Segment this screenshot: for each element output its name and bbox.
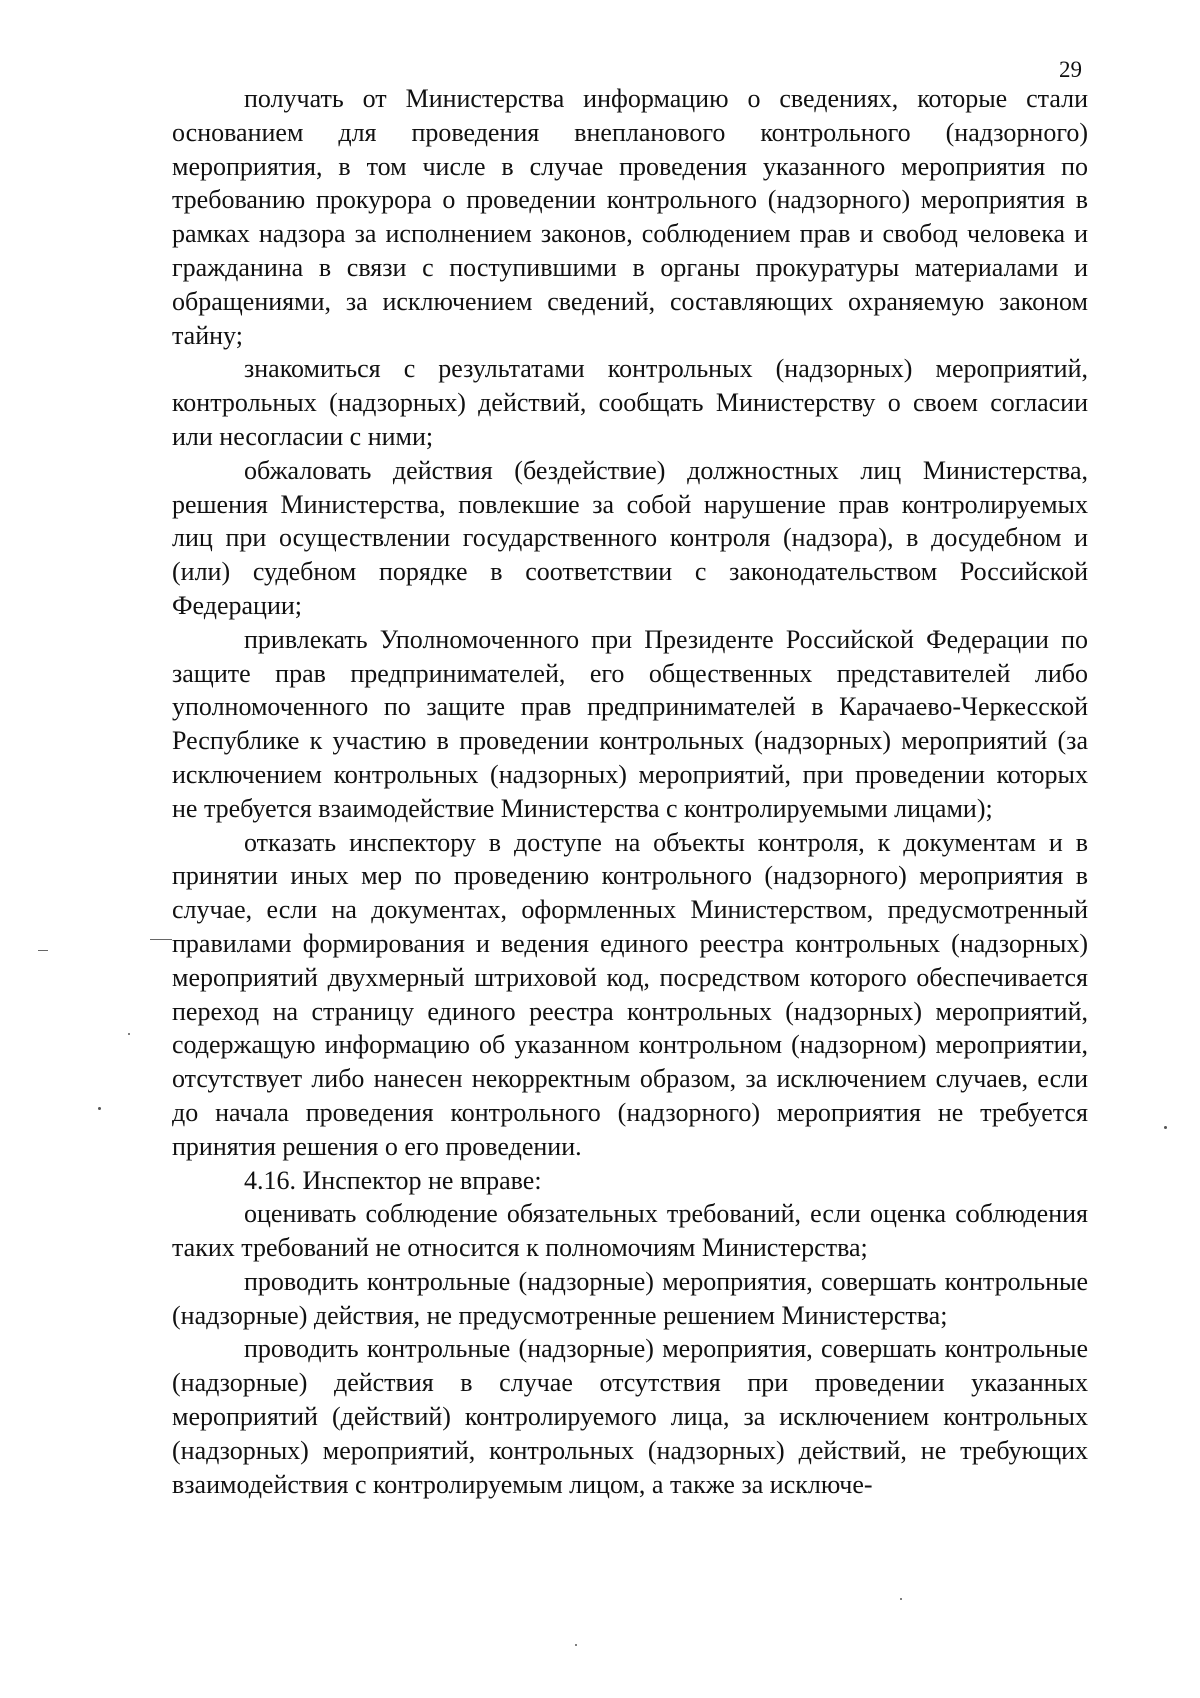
scan-artifact-speck — [575, 1644, 577, 1646]
document-body — [172, 82, 1088, 1501]
scan-artifact-speck — [900, 1598, 902, 1600]
paragraph-appeal-actions: обжаловать действия (бездействие) должностных лиц Министерства, решения Министерства, повлекшие за собой нарушение прав контролируемых лиц при осуществлении государственного контроля (надзора), в досудебном и (или) судебном порядке в соответствии с законодательством Российской Федерации; — [172, 455, 1088, 620]
scan-artifact-line — [38, 950, 48, 951]
paragraph-review-results: знакомиться с результатами контрольных (надзорных) мероприятий, контрольных (надзорных) действий, сообщать Министерству о своем согласии или несогласии с ними; — [172, 354, 1088, 451]
paragraph-assess-requirements: оценивать соблюдение обязательных требований, если оценка соблюдения таких требований не относится к полномочиям Министерства; — [172, 1199, 1088, 1263]
paragraph-refuse-access: отказать инспектору в доступе на объекты контроля, к документам и в принятии иных мер по проведению контрольного (надзорного) мероприятия в случае, если на документах, оформленных Министерством, предусмотренный правилами формирования и ведения единого реестра контрольных (надзорных) мероприятий двухмерный штриховой код, посредством которого обеспечивается переход на страницу единого реестра контрольных (надзорных) мероприятий, содержащую информацию об указанном контрольном (надзорном) мероприятии, отсутствует либо нанесен некорректным образом, за исключением случаев, если до начала проведения контрольного (надзорного) мероприятия не требуется принятия решения о его проведении. — [172, 827, 1088, 1161]
paragraph-unauthorized-measures: проводить контрольные (надзорные) мероприятия, совершать контрольные (надзорные) действия, не предусмотренные решением Министерства; — [172, 1266, 1088, 1330]
paragraph-involve-ombudsman: привлекать Уполномоченного при Президенте Российской Федерации по защите прав предпринимателей, его общественных представителей либо уполномоченного по защите прав предпринимателей в Карачаево-Черкесской Республике к участию в проведении контрольных (надзорных) мероприятий (за исключением контрольных (надзорных) мероприятий, при проведении которых не требуется взаимодействие Министерства с контролируемыми лицами); — [172, 624, 1088, 823]
scan-artifact-line — [150, 939, 172, 940]
paragraph-inspected-rights-info: получать от Министерства информацию о сведениях, которые стали основанием для проведения внепланового контрольного (надзорного) мероприятия, в том числе в случае проведения указанного мероприятия по требованию прокурора о проведении контрольного (надзорного) мероприятия в рамках надзора за исполнением законов, соблюдением прав и свобод человека и гражданина в связи с поступившими в органы прокуратуры материалами и обращениями, за исключением сведений, составляющих охраняемую законом тайну; — [172, 84, 1088, 350]
page-number: 29 — [1059, 57, 1082, 82]
scan-artifact-speck — [1164, 1126, 1167, 1129]
paragraph-absence-of-inspected: проводить контрольные (надзорные) мероприятия, совершать контрольные (надзорные) действия в случае отсутствия при проведении указанных мероприятий (действий) контролируемого лица, за исключением контрольных (надзорных) мероприятий, контрольных (надзорных) действий, не требующих взаимодействия с контролируемым лицом, а также за исключе- — [172, 1334, 1088, 1499]
scan-artifact-speck — [128, 1033, 130, 1035]
scan-artifact-speck — [98, 1107, 101, 1110]
section-heading-4-16: 4.16. Инспектор не вправе: — [244, 1165, 542, 1195]
